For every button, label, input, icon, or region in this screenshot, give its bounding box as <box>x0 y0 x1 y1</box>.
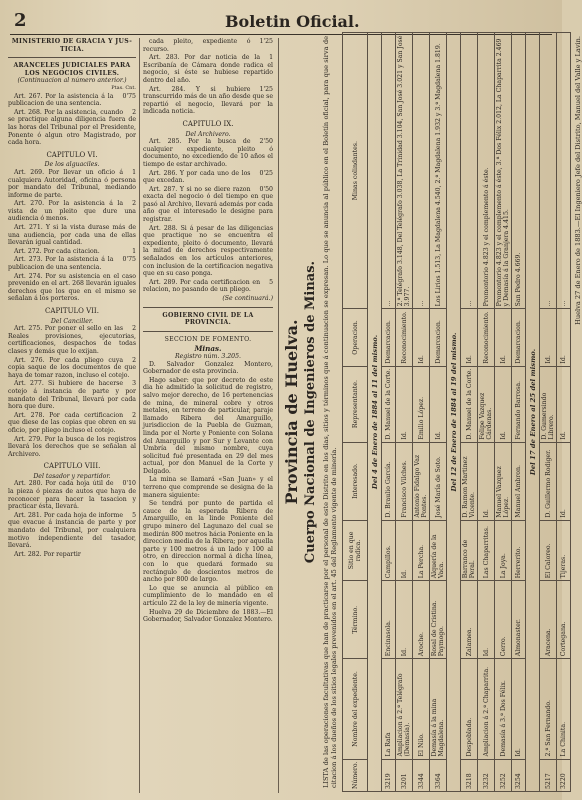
column-header: Operacion. <box>343 309 368 366</box>
table-cell: Id. <box>478 442 495 520</box>
price-amount: 1'25 <box>259 38 273 45</box>
articles-block-2 <box>8 169 136 303</box>
chapter-8-subtitle: Del tasador y repartidor. <box>33 472 111 480</box>
table-cell: Herrerito. <box>512 520 526 581</box>
table-cell: 3219 <box>382 759 396 791</box>
column-rule <box>139 38 140 793</box>
price-amount: 2 <box>132 411 136 419</box>
article-paragraph: 3 Art. 277. Si hubiere de hacerse cotejo á instancia de parte y por mandato del Tribunal, llevará por cada hora que dure. <box>8 380 136 411</box>
page-number: 2 <box>14 10 27 31</box>
middle-column <box>143 38 273 793</box>
registro-number: Registro núm. 3.205. <box>174 352 242 360</box>
table-cell: Cortegana. <box>557 581 571 659</box>
table-cell: Ampliacion á 2.ª Chaparrita. <box>478 659 495 759</box>
table-row <box>495 33 512 792</box>
table-cell: Id. <box>461 309 478 366</box>
column-header: Representante. <box>343 366 368 442</box>
table-cell: Cerro. <box>495 581 512 659</box>
table-cell: El Nilo. <box>413 659 430 759</box>
table-cell: Demarcacion. <box>512 309 526 366</box>
chapter-9-subtitle: Del Archivero. <box>185 130 231 138</box>
table-row <box>512 33 526 792</box>
table-cell: Id. <box>557 309 571 366</box>
chapter-7-subtitle: Del Canciller. <box>50 317 94 325</box>
minas-heading: Minas. <box>194 344 222 354</box>
table-cell: La Rafa <box>382 659 396 759</box>
price-amount: 2 <box>132 200 136 208</box>
table-cell: Antonio Fidalgo Vaz Pontes. <box>413 442 430 520</box>
column-header: Nombre del expediente. <box>343 659 368 759</box>
price-amount: 1 <box>132 168 136 176</box>
chapter-9-heading: CAPITULO IX. <box>182 119 234 128</box>
table-cell: Ampliacion á 2.ª Telégrafo (Demasía). <box>396 659 413 759</box>
notice-paragraph: Lo que se anuncia al público en cumplimiento de lo mandado en el artículo 22 de la ley de minería vigente. <box>143 584 273 607</box>
date-range-cell: Del 4 de Enero de 1884 al 11 del mismo. <box>368 33 382 792</box>
chapter-6-heading: CAPITULO VI. <box>46 150 98 159</box>
continuation-note: (Continuacion al número anterior.) <box>17 77 127 85</box>
article-paragraph: 2 Art. 268. Por la asistencia, cuando se practique alguna diligencia fuera de las horas del Tribunal por el Presidente, Ponente ó algun otro Magistrado, por cada hora. <box>8 108 136 147</box>
chapter-8-heading: CAPITULO VIII. <box>43 462 101 471</box>
table-cell: 3201 <box>396 759 413 791</box>
column-header: Término. <box>343 581 368 659</box>
table-cell: Demasía á la mina Magdalena. <box>430 659 447 759</box>
date-range-row <box>447 33 461 792</box>
table-cell: ... <box>382 33 396 309</box>
table-cell: 3252 <box>495 759 512 791</box>
table-cell: Aracena. <box>540 581 557 659</box>
price-amount: 5 <box>132 511 136 519</box>
article-paragraph: 0'75 Art. 267. Por la asistencia á la publicacion de una sentencia. <box>8 92 136 108</box>
table-cell: Id. <box>396 520 413 581</box>
table-cell: D. Manuel de la Corte. <box>461 366 478 442</box>
ministry-heading: MINISTERIO DE GRACIA Y JUS-TICIA. <box>11 38 133 53</box>
price-amount: 0'50 <box>259 185 273 193</box>
left-column <box>8 38 136 793</box>
table-cell: 3254 <box>512 759 526 791</box>
table-cell: ... <box>540 33 557 309</box>
date-range-cell: Del 12 de Enero de 1884 al 19 del mismo. <box>447 33 461 792</box>
price-amount: 0'10 <box>122 480 136 488</box>
table-cell: La Chinita. <box>557 659 571 759</box>
mina-notice <box>143 361 273 624</box>
price-amount: 1 <box>269 54 273 62</box>
province-title: Provincia de Huelva. <box>282 319 301 505</box>
table-cell: D. Manuel de la Corte. <box>382 366 396 442</box>
table-row <box>382 33 396 792</box>
table-cell: Id. <box>478 581 495 659</box>
table-cell: La Joya. <box>495 520 512 581</box>
page-title: Boletin Oficial. <box>225 12 360 31</box>
table-cell: Manuel Vazquez López. <box>495 442 512 520</box>
list-footer: Huelva 27 de Enero de 1883.—El Ingeniero Jefe del Distrito, Manuel del Valle y Lavin. <box>574 36 582 325</box>
chapter-7-heading: CAPITULO VII. <box>45 307 99 315</box>
price-amount: 2'50 <box>259 138 273 146</box>
table-cell: Felipe Vazquez Cárdenas. <box>478 366 495 442</box>
table-cell: Aroche. <box>413 581 430 659</box>
table-cell: Reconocimiento. <box>396 309 413 366</box>
continuation-footer: (Se continuará.) <box>222 295 273 302</box>
table-cell: La Percha. <box>413 520 430 581</box>
articles-block-6 <box>143 138 273 294</box>
table-cell: Rosal de Cristina. Paymogo. <box>430 581 447 659</box>
article-paragraph: 1 Art. 283. Por dar noticia de la Escribanía de Cámara donde radica el negocio, si éste se hubiese repartido dentro del año. <box>143 54 273 84</box>
page-header <box>10 8 552 35</box>
article-paragraph: 1 Art. 272. Por cada citacion. <box>14 247 136 255</box>
article-paragraph: Art. 282. Por repartir <box>14 550 81 558</box>
table-cell: D. Ramon Martinez Vicente. <box>461 442 478 520</box>
table-cell: 3220 <box>557 759 571 791</box>
table-cell: El Caloreo. <box>540 520 557 581</box>
price-amount: 1'25 <box>259 85 273 93</box>
date-range-row <box>526 33 540 792</box>
table-cell: San Pedro 4.669. <box>512 33 526 309</box>
table-cell: José María de Soto. <box>430 442 447 520</box>
article-paragraph: 1'25 Art. 284. Y si hubiere transcurrido más de un año desde que se repartió el negocio, llevará por la indicada noticia. <box>143 85 273 116</box>
price-amount: 1 <box>132 247 136 255</box>
table-cell: Id. <box>512 659 526 759</box>
price-amount: 2 <box>132 325 136 333</box>
price-amount: 2 <box>132 356 136 364</box>
table-cell: Las Chaparritas. <box>478 520 495 581</box>
table-row <box>540 33 557 792</box>
table-cell: Emilio López. <box>413 366 430 442</box>
column-header: Interesado. <box>343 442 368 520</box>
table-cell: ... <box>557 33 571 309</box>
table-row <box>478 33 495 792</box>
price-amount: 3 <box>132 380 136 388</box>
articles-block-1 <box>8 93 136 147</box>
rotated-mining-list <box>282 32 582 792</box>
table-cell: Despoblada. <box>461 659 478 759</box>
article-paragraph: 0'25 Art. 286. Y por cada uno de los que excedan. <box>143 169 273 185</box>
article-paragraph: 0'50 Art. 287. Y si no se diere razon exacta del negocio ó del tiempo en que pasó al Archivo, llevará además por cada año que el interesado le designe para registrar. <box>143 185 273 224</box>
table-cell: Los Lirios 1.513, La Magdalena 4.540, 2.ª Magdalena 1.932 y 3.ª Magdalena 1.819. <box>430 33 447 309</box>
table-cell: D. Braulio García. <box>382 442 396 520</box>
table-cell: Promontorio 4.823 y el complemento á éste, 3.ª Dos Félix 2.012, La Chaparrita 2.469 y Demasía á la Granjera 4.415. <box>495 33 512 309</box>
article-paragraph: 2 Art. 270. Por la asistencia á la vista de un pleito que dure una audiencia ó menos. <box>8 200 136 223</box>
table-cell: Demarcacion. <box>430 309 447 366</box>
table-cell: Encinasola. <box>382 581 396 659</box>
table-cell: Id. <box>430 366 447 442</box>
table-cell: Demasía á 3.ª Dos Félix. <box>495 659 512 759</box>
table-body <box>368 33 571 792</box>
column-rule <box>278 38 279 793</box>
table-cell: Demarcacion. <box>382 309 396 366</box>
list-intro: LISTA de las operaciones facultativas que han de practicarse por el personal de este Distrito en los dias, sitios y términos que á continuacion se expresan. Lo que se anuncia al público en el Boletín oficial, para que sirva de citacion á los dueños de los sitios legales prevenidos en el art. 45 del Reglamento vigente de minería. <box>322 36 338 788</box>
table-row <box>557 33 571 792</box>
divider <box>143 331 273 332</box>
price-amount: 5 <box>269 278 273 286</box>
table-cell: Id. <box>495 309 512 366</box>
table-cell: Id. <box>557 442 571 520</box>
table-cell: Almonaster. <box>512 581 526 659</box>
chapter-6-subtitle: De los alguaciles. <box>44 161 100 169</box>
articles-block-3 <box>8 325 136 458</box>
table-row <box>396 33 413 792</box>
notice-paragraph: D. Salvador Gonzalez Montero, Gobernador de esta provincia. <box>143 360 273 376</box>
table-cell: 3218 <box>461 759 478 791</box>
section-heading: ARANCELES JUDICIALES PARA LOS NEGOCIOS CIVILES. <box>13 62 131 77</box>
article-paragraph: Art. 271. Y si la vista durase más de una audiencia, por cada una de ellas llevarán igual cantidad. <box>8 224 136 247</box>
table-cell: 2.ª Telégrafo 3.148, Del Telégrafo 3.038, La Trinidad 3.104, San José 3.021 y San José 3.977. <box>396 33 413 309</box>
table-cell: Id. <box>540 309 557 366</box>
table-cell: Alquería de la Vaca. <box>430 520 447 581</box>
table-cell: Manuel Ambron. <box>512 442 526 520</box>
table-cell: Reconocimiento. <box>478 309 495 366</box>
table-row <box>430 33 447 792</box>
notice-paragraph: La mina se llamará «San Juan» y el terreno que comprende se designa de la manera siguiente: <box>143 476 273 499</box>
article-paragraph: Art. 279. Por la busca de los registros llevará los derechos que se señalan al Archivero. <box>8 435 136 458</box>
price-col-header: Ptas. Cnt. <box>111 84 136 91</box>
table-header-row <box>343 33 368 792</box>
table-cell: Campillos. <box>382 520 396 581</box>
price-amount: 0'75 <box>122 256 136 264</box>
article-paragraph: 5 Art. 289. Por cada certificacion en relacion, no pasando de un pliego. <box>143 278 273 294</box>
table-cell: Id. <box>396 366 413 442</box>
table-cell: Id. <box>396 581 413 659</box>
table-cell: D. Gumersindo Librero. <box>540 366 557 442</box>
table-cell: Promontorio 4.823 y el complemento á éste. <box>478 33 495 309</box>
corps-title: Cuerpo Nacional de Ingenieros de Minas. <box>303 260 318 564</box>
table-cell: Tijeras. <box>557 520 571 581</box>
article-paragraph: 2 Art. 275. Por poner el sello en las Reales provisiones, ejecutorias, certificaciones, despachos de todas clases y demás que lo exijan. <box>8 325 136 355</box>
table-cell: Id. <box>413 309 430 366</box>
date-range-row <box>368 33 382 792</box>
article-paragraph: Art. 288. Si á pesar de las diligencias que practique no se encuentra el expediente, pleito ó documento, llevará la mitad de derechos respectivamente señalados en los artículos anteriores, con inclusion de la certificacion negativa que en su caso ponga. <box>143 224 273 278</box>
article-paragraph: 0'10 Art. 280. Por cada hoja útil de la pieza ó piezas de autos que haya de reconocer para hacer la tasacion y practicar ésta, llevará. <box>8 480 136 511</box>
column-header: Minas colindantes. <box>343 33 368 309</box>
article-paragraph: 1 Art. 269. Por llevar un oficio á cualquiera Autoridad, oficina ó persona por mandato del Tribunal, mediando informe de parte. <box>8 168 136 199</box>
divider <box>8 57 136 58</box>
notice-paragraph: Se tendrá por punto de partida el cauce de la esperada Ribera de Amarguillo, en la linde Poniente del grupo minero del Lagunazo del cual se medirán 800 metros hácia Poniente en la direccion media de la Ribera; por aquella parte y 100 metros á un lado y 100 al otro, en direccion normal á dicha línea, con lo que quedará formado su rectángulo de doscientos metros de ancho por 800 de largo. <box>143 500 274 584</box>
article-paragraph: 0'75 Art. 273. Por la asistencia á la publicacion de una sentencia. <box>8 256 136 272</box>
table-row <box>413 33 430 792</box>
article-paragraph: 2 Art. 276. Por cada pliego cuya copia saque de los documentos de que haya de tomar razon, incluso el cotejo. <box>8 356 136 379</box>
notice-paragraph: Huelva 29 de Diciembre de 1883.—El Gobernador, Salvador Gonzalez Montero. <box>143 608 273 624</box>
table-cell: Zalamea. <box>461 581 478 659</box>
price-amount: 2 <box>132 108 136 116</box>
table-cell: 5217 <box>540 759 557 791</box>
price-amount: 0'25 <box>259 169 273 177</box>
operations-table <box>342 32 571 792</box>
table-cell: ... <box>461 33 478 309</box>
table-cell: 3232 <box>478 759 495 791</box>
table-cell: Barranco de Peral. <box>461 520 478 581</box>
notice-paragraph: Hago saber: que por decreto de este dia he admitido la solicitud de registro, salvo mejor derecho, de 16 pertenencias de mina, de mineral cobre y otros metales, en terreno de particular, paraje llamado Ribera del Amarguillo, jurisdiccion de la Puebla de Guzman, linda por el Norte y Poniente con Solana del Amarguillo y por Sur y Levante con Umbría del mismo nombre, cuya solicitud fué presentada en 29 del mes actual, por don Manuel de la Corte y Delgado. <box>143 376 273 475</box>
table-cell: Fernando Barrosa. <box>512 366 526 442</box>
table-cell: D. Guillermo Rodiger. <box>540 442 557 520</box>
article-paragraph: Art. 274. Por su asistencia en el caso prevenido en el art. 268 llevarán iguales derechos que los que en el mismo se señalan á los porteros. <box>8 272 136 303</box>
column-header: Sitio en que radica. <box>343 520 368 581</box>
article-paragraph: 2 Art. 278. Por cada certificacion que diese de las copias que obren en su oficio, por pliego incluso el cotejo. <box>8 411 136 434</box>
table-cell: Id. <box>495 366 512 442</box>
table-cell: Francisco Vilches. <box>396 442 413 520</box>
table-cell: 3364 <box>430 759 447 791</box>
seccion-heading: SECCION DE FOMENTO. <box>164 335 252 343</box>
table-cell: ... <box>413 33 430 309</box>
articles-block-4 <box>8 480 136 558</box>
gobierno-heading: GOBIERNO CIVIL DE LA PROVINCIA. <box>162 311 254 327</box>
article-paragraph: 5 Art. 281. Por cada hoja de informe que evacue á instancia de parte y por mandato del Tribunal, por cualquiera motivo independiente del tasador, llevará. <box>8 511 136 550</box>
date-range-cell: Del 17 de Enero al 25 del mismo. <box>526 33 540 792</box>
article-paragraph: 1'25 cada pleito, expediente ó recurso. <box>143 38 273 53</box>
table-cell: 2.ª San Fernando. <box>540 659 557 759</box>
column-header: Número. <box>343 759 368 791</box>
divider <box>143 307 273 308</box>
table-cell: 3344 <box>413 759 430 791</box>
article-paragraph: 2'50 Art. 285. Por la busca de cualquier expediente, pleito ó documento, no excediendo de 10 años el tiempo de estar archivado. <box>143 138 273 168</box>
articles-block-5 <box>143 38 273 116</box>
price-amount: 0'75 <box>122 92 136 100</box>
table-row <box>461 33 478 792</box>
table-cell: Id. <box>557 366 571 442</box>
